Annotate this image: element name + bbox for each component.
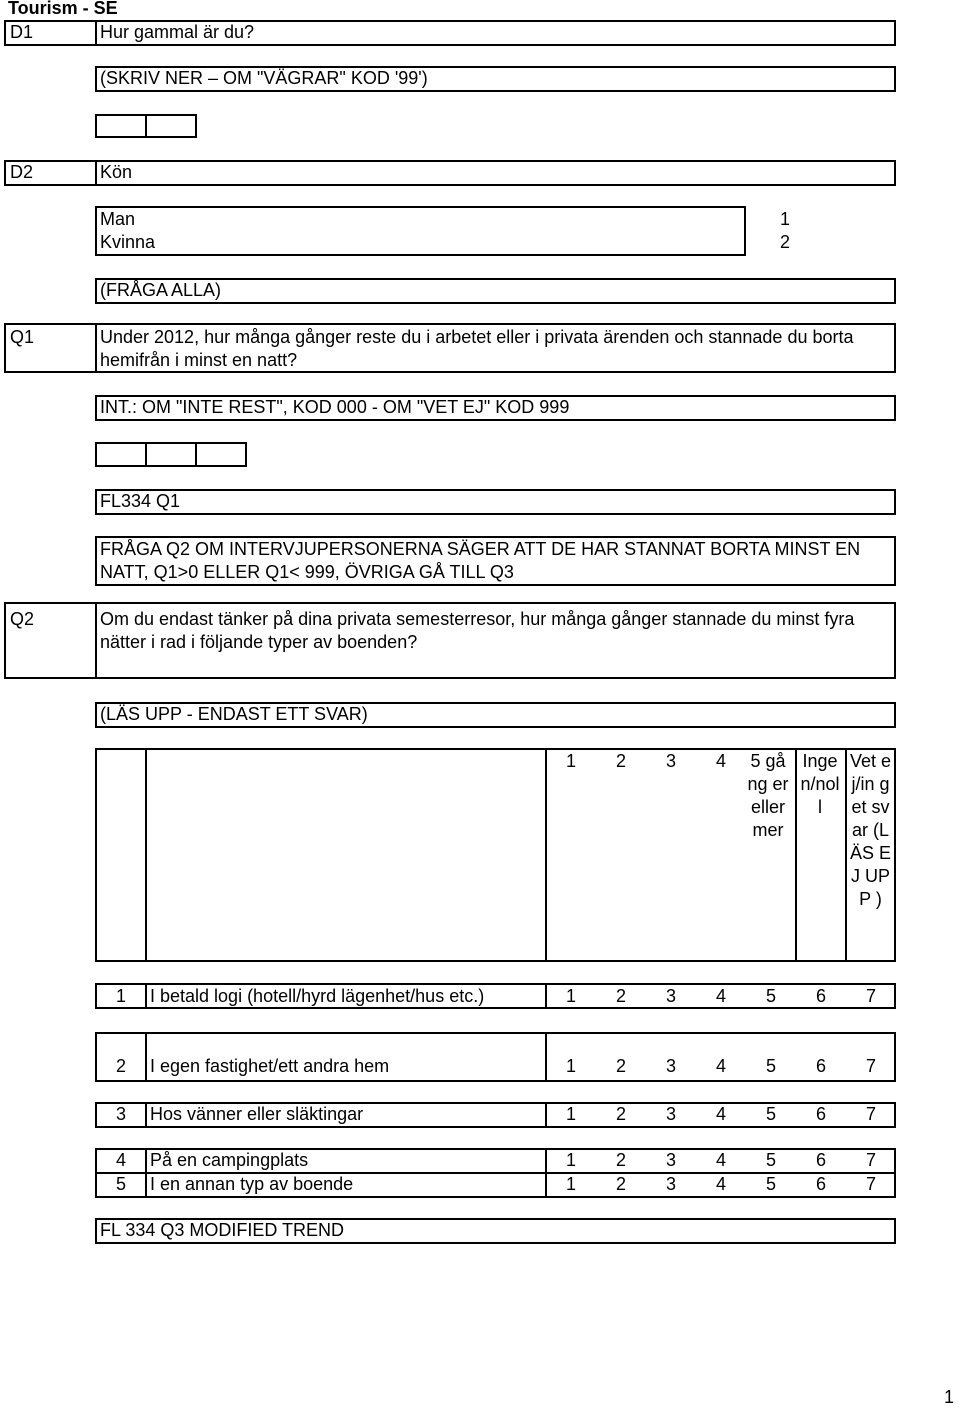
- answer-code[interactable]: 7: [865, 1104, 876, 1124]
- column-header: 5 gång er eller mer: [747, 751, 789, 840]
- divider: [145, 114, 147, 138]
- trips-input-boxes[interactable]: [95, 442, 247, 467]
- answer-code[interactable]: 7: [865, 986, 876, 1006]
- answer-code[interactable]: 2: [615, 1104, 626, 1124]
- divider: [95, 602, 97, 679]
- row-number: 5: [115, 1174, 126, 1194]
- answer-code[interactable]: 3: [665, 986, 676, 1006]
- divider: [145, 983, 147, 1009]
- row-label: I egen fastighet/ett andra hem: [150, 1056, 390, 1076]
- row-label: Hos vänner eller släktingar: [150, 1104, 364, 1124]
- answer-code[interactable]: 4: [715, 1104, 726, 1124]
- row-label: I betald logi (hotell/hyrd lägenhet/hus etc.): [150, 986, 485, 1006]
- q2-question: Om du endast tänker på dina privata semesterresor, hur många gånger stannade du minst fyra nätter i rad i följande typer av boenden?: [100, 609, 855, 652]
- column-header: 4: [715, 751, 726, 771]
- divider: [145, 748, 147, 962]
- answer-code[interactable]: 4: [715, 1056, 726, 1076]
- answer-code[interactable]: 1: [565, 1104, 576, 1124]
- answer-code[interactable]: 3: [665, 1104, 676, 1124]
- divider: [145, 1102, 147, 1128]
- row-number: 3: [115, 1104, 126, 1124]
- answer-code[interactable]: 6: [815, 1150, 826, 1170]
- option-man-label: Man: [100, 209, 136, 229]
- option-man-code[interactable]: 1: [779, 209, 790, 229]
- q2-code: Q2: [10, 609, 35, 629]
- answer-code[interactable]: 7: [865, 1056, 876, 1076]
- answer-code[interactable]: 3: [665, 1056, 676, 1076]
- d2-row: [4, 160, 896, 186]
- d2-question: Kön: [100, 162, 133, 182]
- divider: [145, 442, 147, 467]
- answer-code[interactable]: 2: [615, 1056, 626, 1076]
- column-header: Inge n/nol l: [800, 751, 840, 817]
- answer-code[interactable]: 7: [865, 1174, 876, 1194]
- answer-code[interactable]: 2: [615, 1150, 626, 1170]
- answer-code[interactable]: 4: [715, 1174, 726, 1194]
- divider: [95, 20, 97, 46]
- routing-instruction: FRÅGA Q2 OM INTERVJUPERSONERNA SÄGER ATT DE HAR STANNAT BORTA MINST EN NATT, Q1>0 ELLER Q1< 999, ÖVRIGA GÅ TILL Q3: [100, 539, 861, 582]
- column-header: 2: [615, 751, 626, 771]
- row-number: 4: [115, 1150, 126, 1170]
- q1-filter: FL334 Q1: [100, 491, 181, 511]
- answer-code[interactable]: 1: [565, 1056, 576, 1076]
- d1-question: Hur gammal är du?: [100, 22, 255, 42]
- q2-instruction: (LÄS UPP - ENDAST ETT SVAR): [100, 704, 368, 724]
- divider: [95, 323, 97, 373]
- answer-code[interactable]: 1: [565, 1150, 576, 1170]
- answer-code[interactable]: 2: [615, 986, 626, 1006]
- d2-instruction: (FRÅGA ALLA): [100, 280, 222, 300]
- answer-code[interactable]: 5: [765, 1056, 776, 1076]
- d1-instruction: (SKRIV NER – OM "VÄGRAR" KOD '99'): [100, 68, 428, 88]
- divider: [145, 1032, 147, 1082]
- q1-filter-box: [95, 489, 896, 515]
- answer-code[interactable]: 1: [565, 1174, 576, 1194]
- answer-code[interactable]: 6: [815, 1056, 826, 1076]
- divider: [545, 748, 547, 962]
- d2-code: D2: [10, 162, 34, 182]
- option-kvinna-code[interactable]: 2: [779, 232, 790, 252]
- answer-code[interactable]: 3: [665, 1150, 676, 1170]
- row-label: På en campingplats: [150, 1150, 309, 1170]
- row-label: I en annan typ av boende: [150, 1174, 354, 1194]
- option-kvinna-label: Kvinna: [100, 232, 156, 252]
- column-header: 1: [565, 751, 576, 771]
- row-number: 2: [115, 1056, 126, 1076]
- row-number: 1: [115, 986, 126, 1006]
- answer-code[interactable]: 5: [765, 1104, 776, 1124]
- q1-instruction: INT.: OM "INTE REST", KOD 000 - OM "VET EJ" KOD 999: [100, 397, 570, 417]
- answer-code[interactable]: 1: [565, 986, 576, 1006]
- column-header: 3: [665, 751, 676, 771]
- column-header: Vet ej/in get svar (LÄS EJ UPP ): [849, 751, 892, 909]
- page-number: 1: [944, 1387, 955, 1407]
- answer-code[interactable]: 5: [765, 986, 776, 1006]
- answer-code[interactable]: 7: [865, 1150, 876, 1170]
- answer-code[interactable]: 5: [765, 1150, 776, 1170]
- answer-code[interactable]: 4: [715, 986, 726, 1006]
- answer-code[interactable]: 5: [765, 1174, 776, 1194]
- answer-code[interactable]: 2: [615, 1174, 626, 1194]
- page-title: Tourism - SE: [8, 0, 118, 18]
- answer-code[interactable]: 6: [815, 986, 826, 1006]
- answer-code[interactable]: 6: [815, 1174, 826, 1194]
- gender-options-box: [95, 206, 746, 256]
- divider: [195, 442, 197, 467]
- footer-filter: FL 334 Q3 MODIFIED TREND: [100, 1220, 345, 1240]
- divider: [95, 160, 97, 186]
- answer-code[interactable]: 6: [815, 1104, 826, 1124]
- d1-code: D1: [10, 22, 34, 42]
- answer-code[interactable]: 4: [715, 1150, 726, 1170]
- q1-code: Q1: [10, 327, 35, 347]
- answer-code[interactable]: 3: [665, 1174, 676, 1194]
- q1-question: Under 2012, hur många gånger reste du i arbetet eller i privata ärenden och stannade du borta hemifrån i minst en natt?: [100, 327, 854, 370]
